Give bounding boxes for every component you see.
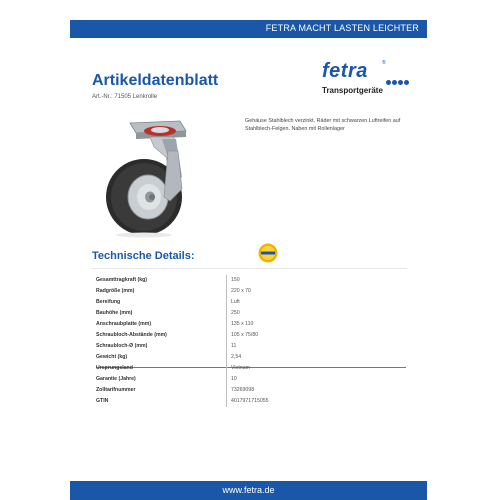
spec-row <box>96 308 404 319</box>
spec-value: 250 <box>231 310 240 316</box>
spec-label: Bereifung <box>96 299 121 305</box>
spec-row <box>96 319 404 330</box>
column-divider <box>226 352 227 363</box>
spec-row <box>96 352 404 363</box>
tech-details-heading: Technische Details: <box>92 250 195 262</box>
column-divider <box>226 308 227 319</box>
column-divider <box>226 396 227 407</box>
spec-row <box>96 385 404 396</box>
page-title: Artikeldatenblatt <box>92 72 219 89</box>
spec-label: Gewicht (kg) <box>96 354 128 360</box>
footer-url-link[interactable]: www.fetra.de <box>222 485 275 495</box>
spec-row <box>96 363 404 374</box>
spec-row <box>96 275 404 286</box>
warranty-badge-icon <box>258 243 278 263</box>
spec-value: 11 <box>231 343 237 349</box>
header-slogan: FETRA MACHT LASTEN LEICHTER <box>265 23 419 33</box>
registered-icon: ® <box>382 60 386 66</box>
spec-label: GTIN <box>96 398 109 404</box>
spec-row <box>96 297 404 308</box>
column-divider <box>226 286 227 297</box>
spec-label: Radgröße (mm) <box>96 288 135 294</box>
column-divider <box>226 319 227 330</box>
column-divider <box>226 385 227 396</box>
spec-label: Gesamttragkraft (kg) <box>96 277 148 283</box>
spec-value: 10 <box>231 376 237 382</box>
spec-row <box>96 330 404 341</box>
spec-label: Bauhöhe (mm) <box>96 310 133 316</box>
column-divider <box>226 275 227 286</box>
spec-value: Luft <box>231 299 240 305</box>
spec-row <box>96 374 404 385</box>
datasheet-page <box>70 0 427 500</box>
column-divider <box>226 374 227 385</box>
spec-value: 220 x 70 <box>231 288 251 294</box>
spec-row <box>96 341 404 352</box>
spec-value: 150 <box>231 277 240 283</box>
spec-label: Schraubloch-Ø (mm) <box>96 343 148 349</box>
logo-subtitle: Transportgeräte <box>322 86 383 95</box>
column-divider <box>226 341 227 352</box>
spec-label: Anschraubplatte (mm) <box>96 321 152 327</box>
header-bar <box>70 20 427 38</box>
spec-value: 2,54 <box>231 354 242 360</box>
spec-value: 4017971715055 <box>231 398 269 404</box>
spec-label: Schraubloch-Abstände (mm) <box>96 332 167 338</box>
spec-row <box>96 286 404 297</box>
spec-value: 135 x 110 <box>231 321 254 327</box>
product-description: Gehäuse Stahlblech verzinkt, Räder mit schwarzen Luftreifen auf Stahlblech-Felgen. Naben mit Rollenlager <box>245 118 401 132</box>
spec-value: 105 x 75/80 <box>231 332 259 338</box>
spec-value: 73269098 <box>231 387 255 393</box>
spec-value: Vietnam <box>231 365 250 371</box>
spec-table <box>96 275 404 407</box>
section-divider <box>92 268 407 269</box>
column-divider <box>226 363 227 374</box>
product-image <box>92 117 224 239</box>
footer-bar <box>70 481 427 500</box>
logo-dots-icon <box>386 72 410 78</box>
spec-label: Zolltarifnummer <box>96 387 136 393</box>
spec-row <box>96 396 404 407</box>
spec-label: Ursprungsland <box>96 365 133 371</box>
spec-label: Garantie (Jahre) <box>96 376 136 382</box>
column-divider <box>226 297 227 308</box>
logo-wordmark: fetra <box>322 60 368 82</box>
article-number: Art.-Nr.: 71505 Lenkrolle <box>92 94 158 100</box>
column-divider <box>226 330 227 341</box>
fetra-logo <box>322 60 412 100</box>
